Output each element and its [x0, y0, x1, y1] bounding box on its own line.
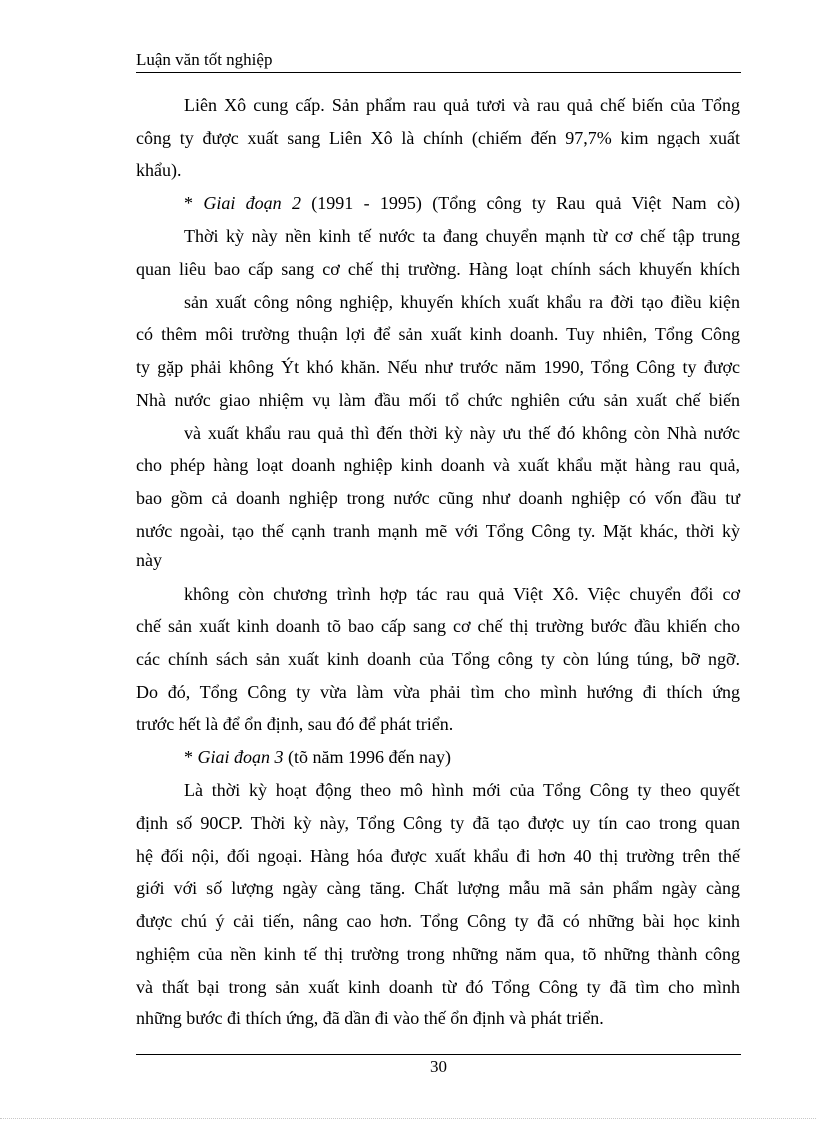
text-line: trước hết là để ổn định, sau đó để phát triển. — [136, 714, 454, 734]
text-line: cho phép hàng loạt doanh nghiệp kinh doanh và xuất khẩu mặt hàng rau quả, — [136, 455, 740, 475]
stage-label: Giai đoạn 3 — [197, 747, 284, 767]
text-line: hệ đối nội, đối ngoại. Hàng hóa được xuất khẩu đi hơn 40 thị trường trên thế — [136, 846, 740, 866]
heading-text: (tõ năm 1996 đến nay) — [283, 747, 451, 767]
text-line: không còn chương trình hợp tác rau quả Việt Xô. Việc chuyển đổi cơ — [184, 584, 740, 604]
page-boundary — [0, 1118, 816, 1119]
text-line: công ty được xuất sang Liên Xô là chính (chiếm đến 97,7% kim ngạch xuất — [136, 128, 740, 148]
text-line: bao gồm cả doanh nghiệp trong nước cũng như doanh nghiệp có vốn đầu tư — [136, 488, 740, 508]
text-line: Do đó, Tổng Công ty vừa làm vừa phải tìm cho mình hướng đi thích ứng — [136, 682, 740, 702]
heading-text: (1991 - 1995) (Tổng công ty Rau quả Việt Nam cò) — [300, 193, 740, 213]
text-line: sản xuất công nông nghiệp, khuyến khích xuất khẩu ra đời tạo điều kiện — [184, 292, 740, 312]
footer-rule — [136, 1054, 741, 1055]
text-line: giới với số lượng ngày càng tăng. Chất lượng mẫu mã sản phẩm ngày càng — [136, 878, 740, 898]
text-line: nước ngoài, tạo thế cạnh tranh mạnh mẽ với Tổng Công ty. Mặt khác, thời kỳ — [136, 521, 740, 541]
text-line: này — [136, 550, 162, 570]
text-line: nghiệm của nền kinh tế thị trường trong những năm qua, tõ những thành công — [136, 944, 740, 964]
heading-bullet: * — [184, 193, 204, 213]
stage-label: Giai đoạn 2 — [203, 193, 301, 213]
page-number: 30 — [430, 1057, 447, 1076]
running-header: Luận văn tốt nghiệp — [136, 50, 273, 69]
header-rule — [136, 72, 741, 73]
text-line: chế sản xuất kinh doanh tõ bao cấp sang cơ chế thị trường bước đầu khiến cho — [136, 616, 740, 636]
text-line: có thêm môi trường thuận lợi để sản xuất kinh doanh. Tuy nhiên, Tổng Công — [136, 324, 740, 344]
text-line: Nhà nước giao nhiệm vụ làm đầu mối tổ chức nghiên cứu sản xuất chế biến — [136, 390, 740, 410]
text-line: được chú ý cải tiến, nâng cao hơn. Tổng Công ty đã có những bài học kinh — [136, 911, 740, 931]
text-line: Thời kỳ này nền kinh tế nước ta đang chuyển mạnh từ cơ chế tập trung — [184, 226, 740, 246]
text-line: quan liêu bao cấp sang cơ chế thị trường. Hàng loạt chính sách khuyến khích — [136, 259, 740, 279]
text-line: và xuất khẩu rau quả thì đến thời kỳ này ưu thế đó không còn Nhà nước — [184, 423, 740, 443]
text-line: những bước đi thích ứng, đã dần đi vào thế ổn định và phát triển. — [136, 1008, 604, 1028]
text-line: Liên Xô cung cấp. Sản phẩm rau quả tươi và rau quả chế biến của Tổng — [184, 95, 740, 115]
heading-bullet: * — [184, 747, 198, 767]
text-line: khẩu). — [136, 160, 182, 180]
text-line: các chính sách sản xuất kinh doanh của Tổng công ty còn lúng túng, bỡ ngỡ. — [136, 649, 740, 669]
section-heading-stage-2 — [184, 189, 740, 217]
text-line: Là thời kỳ hoạt động theo mô hình mới của Tổng Công ty theo quyết — [184, 780, 740, 800]
text-line: và thất bại trong sản xuất kinh doanh từ đó Tổng Công ty đã tìm cho mình — [136, 977, 740, 997]
text-line: ty gặp phải không Ýt khó khăn. Nếu như trước năm 1990, Tổng Công ty được — [136, 357, 740, 377]
text-line: định số 90CP. Thời kỳ này, Tổng Công ty đã tạo được uy tín cao trong quan — [136, 813, 740, 833]
section-heading-stage-3 — [184, 743, 740, 771]
